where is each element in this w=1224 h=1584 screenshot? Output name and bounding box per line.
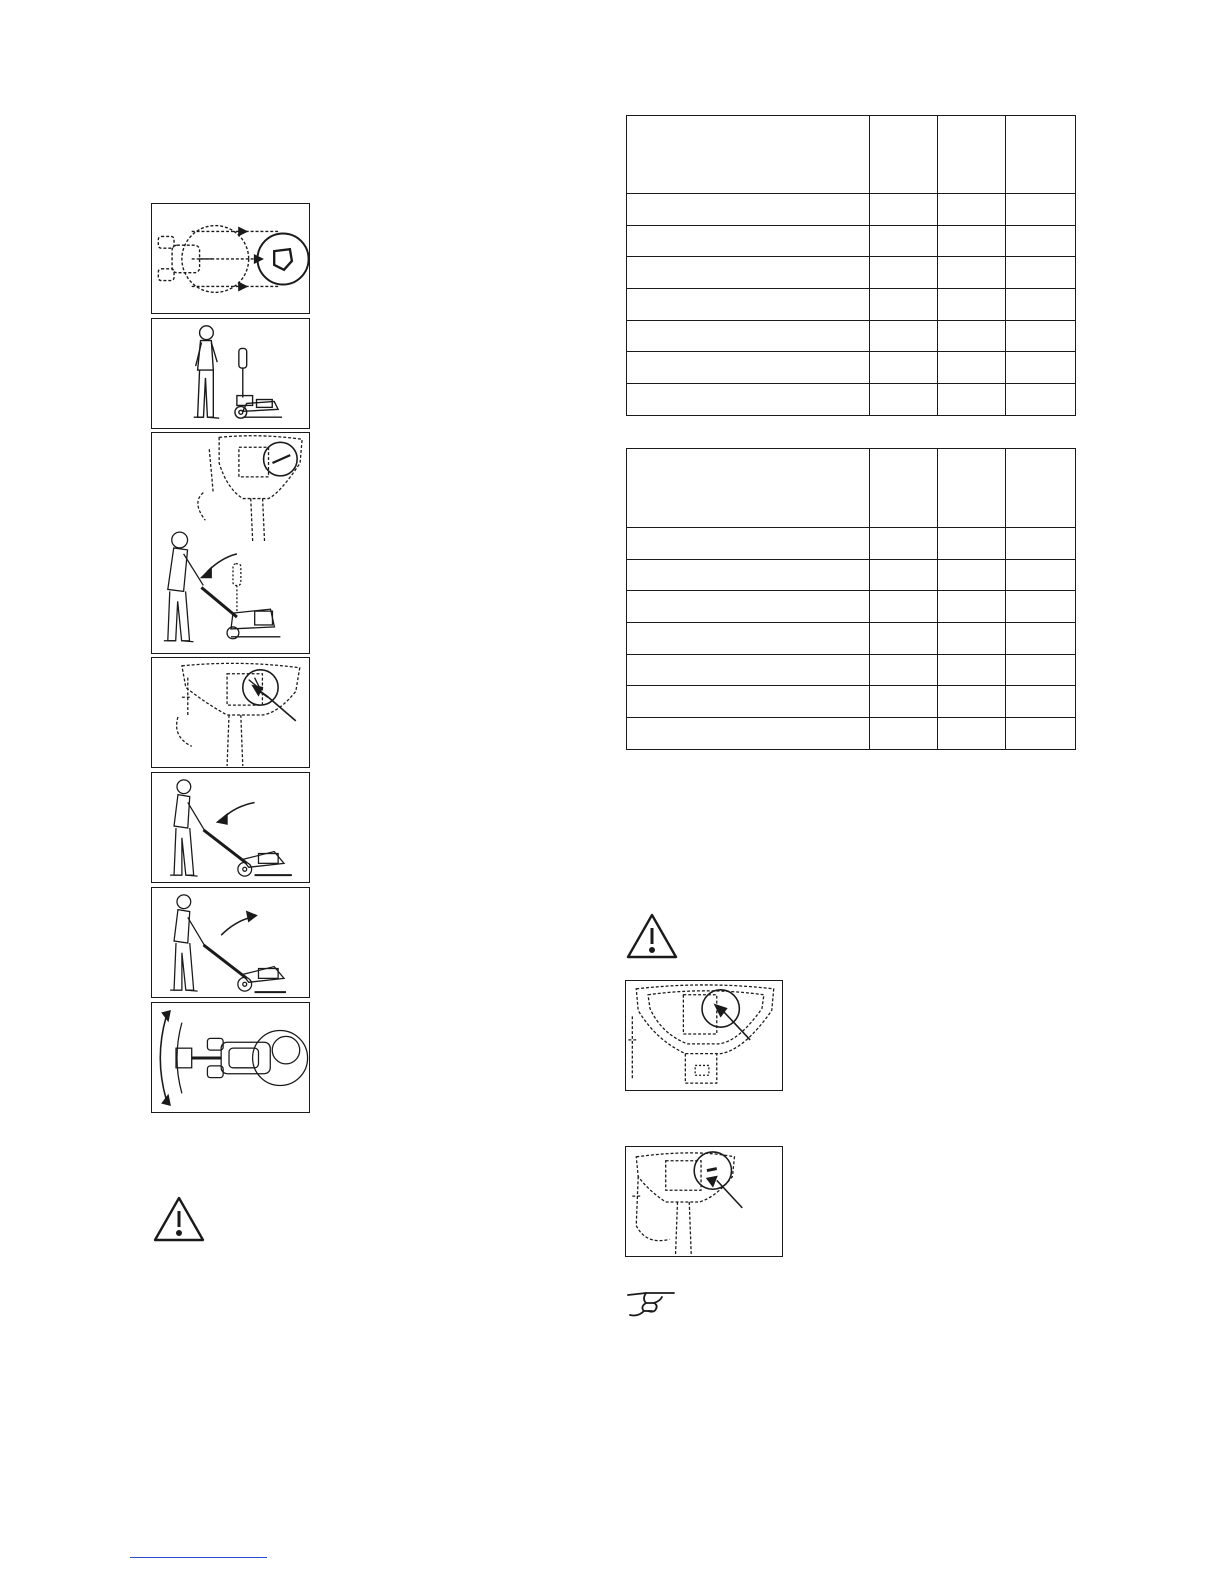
note-hand bbox=[626, 1285, 678, 1319]
table-cell bbox=[1006, 559, 1076, 591]
table-cell bbox=[938, 320, 1006, 352]
table-cell bbox=[627, 591, 870, 623]
table-cell bbox=[627, 718, 870, 750]
figure-operator-lowering bbox=[151, 772, 310, 883]
table-row bbox=[627, 559, 1076, 591]
table-cell bbox=[938, 591, 1006, 623]
operator-lowering-handle-icon bbox=[152, 773, 309, 882]
figure-operator-raising bbox=[151, 887, 310, 998]
table-cell bbox=[870, 449, 938, 528]
table-cell bbox=[870, 289, 938, 321]
table-cell bbox=[938, 194, 1006, 226]
table-cell bbox=[938, 116, 1006, 194]
table-cell bbox=[870, 116, 938, 194]
table-cell bbox=[627, 116, 870, 194]
table-cell bbox=[1006, 384, 1076, 416]
table-cell bbox=[870, 320, 938, 352]
table-cell bbox=[627, 352, 870, 384]
table-cell bbox=[938, 225, 1006, 257]
disc-centering-diagram-icon bbox=[152, 204, 309, 313]
table-cell bbox=[870, 225, 938, 257]
table-cell bbox=[938, 654, 1006, 686]
table-row bbox=[627, 654, 1076, 686]
warning-triangle-icon bbox=[152, 1195, 206, 1243]
figure-disc-centering bbox=[151, 203, 310, 314]
table-row bbox=[627, 623, 1076, 655]
table-row bbox=[627, 528, 1076, 560]
table-row bbox=[627, 194, 1076, 226]
table-cell bbox=[1006, 718, 1076, 750]
handle-switch-detail-icon bbox=[626, 981, 782, 1090]
figure-switch-detail bbox=[625, 980, 783, 1091]
table-cell bbox=[938, 449, 1006, 528]
table-cell bbox=[627, 289, 870, 321]
table-row bbox=[627, 289, 1076, 321]
figure-lever-closeup bbox=[625, 1146, 783, 1257]
table-cell bbox=[627, 654, 870, 686]
table-cell bbox=[938, 257, 1006, 289]
operator-raising-handle-icon bbox=[152, 888, 309, 997]
table-header-row bbox=[627, 116, 1076, 194]
table-cell bbox=[627, 623, 870, 655]
table-cell bbox=[870, 654, 938, 686]
table-cell bbox=[1006, 686, 1076, 718]
pointing-hand-icon bbox=[626, 1285, 678, 1319]
table-cell bbox=[627, 528, 870, 560]
table-header-row bbox=[627, 449, 1076, 528]
table-cell bbox=[938, 718, 1006, 750]
table-row bbox=[627, 591, 1076, 623]
spec-table-2 bbox=[626, 448, 1076, 750]
table-cell bbox=[627, 257, 870, 289]
table-cell bbox=[1006, 528, 1076, 560]
table-cell bbox=[1006, 352, 1076, 384]
table-cell bbox=[938, 528, 1006, 560]
handle-lever-closeup-icon bbox=[626, 1147, 782, 1256]
right-warning bbox=[625, 912, 679, 960]
table-cell bbox=[870, 528, 938, 560]
table-cell bbox=[870, 352, 938, 384]
table-cell bbox=[1006, 591, 1076, 623]
table-row bbox=[627, 225, 1076, 257]
table-row bbox=[627, 686, 1076, 718]
table-row bbox=[627, 257, 1076, 289]
left-warning bbox=[152, 1195, 206, 1243]
operator-tilting-handle-icon bbox=[152, 433, 309, 653]
table-cell bbox=[1006, 116, 1076, 194]
side-to-side-motion-icon bbox=[152, 1003, 309, 1112]
table-cell bbox=[627, 320, 870, 352]
table-cell bbox=[627, 194, 870, 226]
table-cell bbox=[870, 591, 938, 623]
table-cell bbox=[1006, 194, 1076, 226]
table-row bbox=[627, 718, 1076, 750]
figure-lever-detail bbox=[151, 657, 310, 768]
table-cell bbox=[870, 718, 938, 750]
table-cell bbox=[870, 623, 938, 655]
figure-operator-standing bbox=[151, 318, 310, 429]
table-cell bbox=[938, 289, 1006, 321]
table-cell bbox=[870, 686, 938, 718]
table-row bbox=[627, 352, 1076, 384]
table-cell bbox=[1006, 449, 1076, 528]
warning-triangle-icon bbox=[625, 912, 679, 960]
table-cell bbox=[870, 559, 938, 591]
table-cell bbox=[627, 449, 870, 528]
table-cell bbox=[627, 384, 870, 416]
table-row bbox=[627, 384, 1076, 416]
handle-lever-detail-icon bbox=[152, 658, 309, 767]
operator-standing-machine-upright-icon bbox=[152, 319, 309, 428]
table-cell bbox=[938, 352, 1006, 384]
table-cell bbox=[627, 559, 870, 591]
spec-table-1 bbox=[626, 115, 1076, 416]
table-cell bbox=[870, 257, 938, 289]
table-cell bbox=[1006, 289, 1076, 321]
figure-side-to-side bbox=[151, 1002, 310, 1113]
table-cell bbox=[1006, 654, 1076, 686]
table-cell bbox=[938, 623, 1006, 655]
table-cell bbox=[938, 384, 1006, 416]
table-cell bbox=[1006, 623, 1076, 655]
table-cell bbox=[870, 194, 938, 226]
table-cell bbox=[1006, 320, 1076, 352]
table-cell bbox=[870, 384, 938, 416]
table-cell bbox=[1006, 225, 1076, 257]
table-cell bbox=[938, 686, 1006, 718]
table-row bbox=[627, 320, 1076, 352]
table-cell bbox=[627, 225, 870, 257]
figure-operator-tilting bbox=[151, 432, 310, 654]
footer-rule bbox=[130, 1557, 267, 1558]
table-cell bbox=[627, 686, 870, 718]
table-cell bbox=[1006, 257, 1076, 289]
table-cell bbox=[938, 559, 1006, 591]
